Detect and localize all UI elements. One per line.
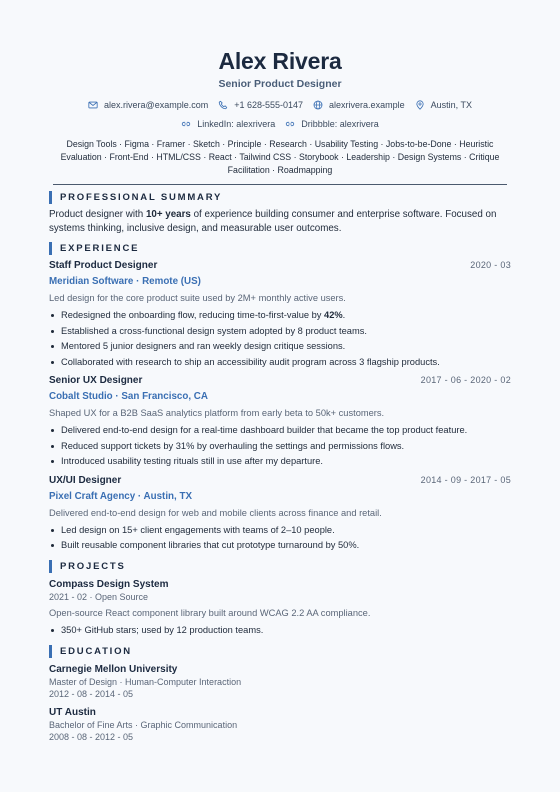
education-item <box>49 663 511 701</box>
bullet-list <box>49 623 511 639</box>
section-title: PROJECTS <box>60 560 126 572</box>
location-pin-icon <box>415 100 425 110</box>
bullet-list <box>49 423 511 470</box>
job-title: Senior UX Designer <box>49 375 143 386</box>
job-title: UX/UI Designer <box>49 474 122 486</box>
contact-row <box>49 99 511 111</box>
section-header-summary <box>49 191 511 204</box>
list-item: Delivered end-to-end design for a real-time dashboard builder that became the top product feature. <box>49 423 511 439</box>
section-accent-bar <box>49 560 52 573</box>
experience-item <box>49 475 511 554</box>
list-item: Led design on 15+ client engagements with teams of 2–10 people. <box>49 523 511 539</box>
list-item: Introduced usability testing rituals still in use after my departure. <box>49 454 511 470</box>
job-header <box>49 475 511 486</box>
list-item <box>49 308 511 324</box>
education-item <box>49 706 511 744</box>
job-date: 2020 - 03 <box>470 260 511 270</box>
skills-list: Design Tools · Figma · Framer · Sketch · Principle · Research · Usability Testing · Jobs-to-be-Done · Heuristic Evaluation · Front-End · HTML/CSS · React · Tailwind CSS · Storybook · Leadership · Design Systems · Critique Facilitation · Roadmapping <box>53 138 507 185</box>
linkedin-text: LinkedIn: alexrivera <box>197 119 276 129</box>
link-icon <box>181 119 191 129</box>
summary-part: of experience building consumer and enterprise software. Focused on systems thinking, inclusive design, and measurable user outcomes. <box>49 209 497 234</box>
section-header-experience <box>49 242 511 255</box>
section-title: EDUCATION <box>60 645 132 657</box>
mail-icon <box>88 100 98 110</box>
phone-text: +1 628-555-0147 <box>234 100 304 110</box>
job-date: 2014 - 09 - 2017 - 05 <box>420 474 511 485</box>
list-item: Established a cross-functional design system adopted by 8 product teams. <box>49 324 511 340</box>
job-header <box>49 260 511 271</box>
experience-item <box>49 375 511 470</box>
contact-dribbble[interactable] <box>285 118 379 130</box>
education-dates: 2008 - 08 - 2012 - 05 <box>49 732 134 742</box>
link-icon <box>285 119 295 129</box>
section-accent-bar <box>49 645 52 658</box>
section-accent-bar <box>49 191 52 204</box>
email-text: alex.rivera@example.com <box>104 100 209 110</box>
school-name: Carnegie Mellon University <box>49 663 178 675</box>
list-item: Reduced support tickets by 31% by overhauling the settings and permissions flows. <box>49 439 511 455</box>
section-title: EXPERIENCE <box>60 243 140 254</box>
candidate-name: Alex Rivera <box>218 48 342 74</box>
project-name: Compass Design System <box>49 578 169 590</box>
section-accent-bar <box>49 242 52 255</box>
summary-part: Product designer with <box>49 209 146 220</box>
location-text: Austin, TX <box>430 100 472 110</box>
summary-highlight: 10+ years <box>145 209 191 220</box>
company: Cobalt Studio · San Francisco, CA <box>49 391 208 402</box>
school-name: UT Austin <box>49 706 96 718</box>
candidate-title: Senior Product Designer <box>218 78 342 90</box>
phone-icon <box>218 100 228 110</box>
project-description: Open-source React component library built around WCAG 2.2 AA compliance. <box>49 608 371 618</box>
degree: Master of Design · Human-Computer Interaction <box>49 676 242 687</box>
experience-item <box>49 260 511 370</box>
company: Pixel Craft Agency · Austin, TX <box>49 490 192 502</box>
bullet-text: . <box>342 310 346 320</box>
education-dates: 2012 - 08 - 2014 - 05 <box>49 689 134 699</box>
list-item: Built reusable component libraries that cut prototype turnaround by 50%. <box>49 538 511 554</box>
bullet-highlight: 42% <box>324 310 343 320</box>
list-item: 350+ GitHub stars; used by 12 production teams. <box>49 623 511 639</box>
bullet-text: Redesigned the onboarding flow, reducing time-to-first-value by <box>61 310 325 320</box>
list-item: Mentored 5 junior designers and ran weekly design critique sessions. <box>49 339 511 355</box>
contact-location <box>415 99 472 111</box>
section-title: PROFESSIONAL SUMMARY <box>60 192 223 203</box>
project-meta: 2021 - 02 · Open Source <box>49 591 149 602</box>
job-date: 2017 - 06 - 2020 - 02 <box>420 375 511 385</box>
contact-email[interactable] <box>88 99 208 111</box>
job-description: Delivered end-to-end design for web and mobile clients across finance and retail. <box>49 507 382 518</box>
company: Meridian Software · Remote (US) <box>49 276 201 287</box>
dribbble-text: Dribbble: alexrivera <box>301 119 379 129</box>
project-item <box>49 578 511 639</box>
section-header-projects <box>49 560 511 573</box>
bullet-list <box>49 523 511 554</box>
list-item: Collaborated with research to ship an accessibility audit program across 3 flagship products. <box>49 355 511 371</box>
job-description: Led design for the core product suite used by 2M+ monthly active users. <box>49 293 346 303</box>
degree: Bachelor of Fine Arts · Graphic Communication <box>49 719 238 730</box>
job-description: Shaped UX for a B2B SaaS analytics platform from early beta to 50k+ customers. <box>49 408 385 418</box>
globe-icon <box>313 100 323 110</box>
website-text: alexrivera.example <box>329 100 405 110</box>
bullet-list <box>49 308 511 370</box>
job-title: Staff Product Designer <box>49 260 158 271</box>
contact-phone[interactable] <box>218 99 303 111</box>
summary-text <box>49 208 511 236</box>
social-row <box>49 118 511 130</box>
contact-linkedin[interactable] <box>181 118 275 130</box>
job-header <box>49 375 511 386</box>
contact-website[interactable] <box>313 99 405 111</box>
section-header-education <box>49 645 511 658</box>
